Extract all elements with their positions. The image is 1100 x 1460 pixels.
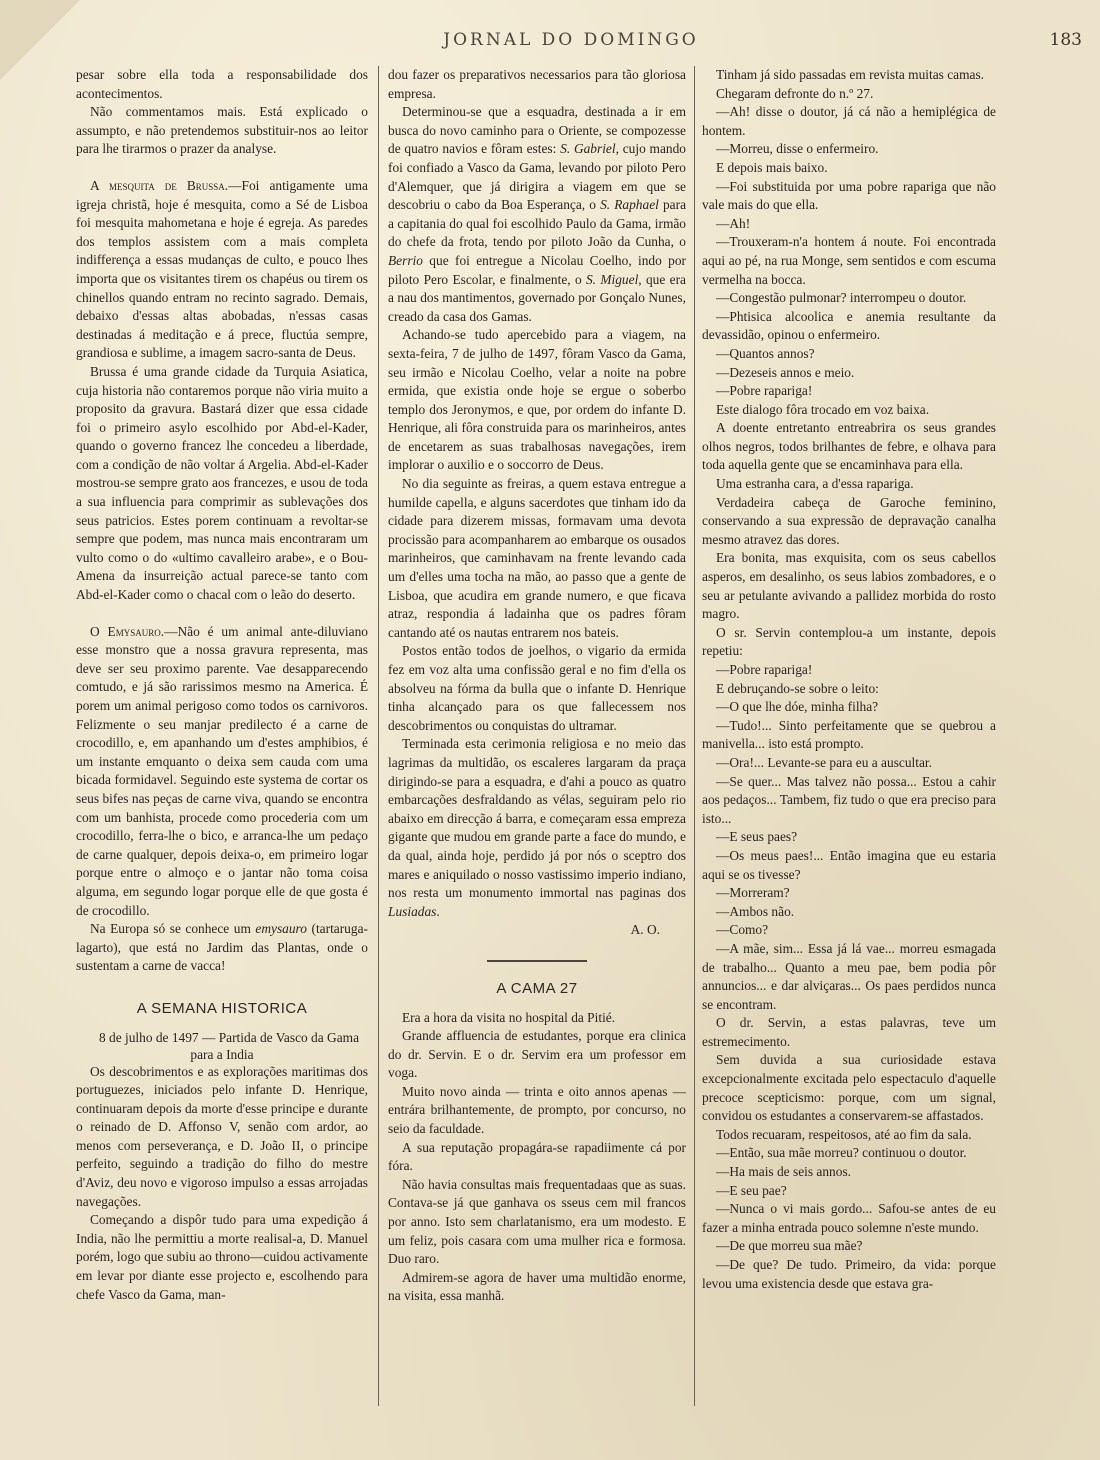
article-text: —Não é um animal ante-diluviano esse monstro que a nossa gravura representa, mas deve ser seu proximo parente. Vae desapparecendo comtudo, e já são rarissimos mesmo na America. É porem um animal perigoso como todos os carnivoros. Felizmente o seu manjar predilecto é a carne de crocodillo, e, em apanhando um d'estes amphibios, é um instante emquanto o deixa sem cauda com uma bicada formidavel. Seguindo este systema de cortar os seus bifes nas peças de carne viva, quando se encontra com um banhista, procede como procederia com um crocodillo, ferra-lhe o bico, e arranca-lhe um pedaço de carne qualquer, depois deixa-o, em primeiro logar porque entre o almoço e o jantar não toma coisa alguma, em segundo logar porque elle de que gosta é de crocodillo. [76, 623, 368, 918]
dialogue-line: —Os meus paes!... Então imagina que eu estaria aqui se os tivesse? [702, 847, 996, 882]
dialogue-line: —Tudo!... Sinto perfeitamente que se quebrou a manivella... isto está prompto. [702, 717, 996, 752]
paragraph: Grande affluencia de estudantes, porque era clinica do dr. Servin. E o dr. Servim era um professor em voga. [388, 1028, 686, 1081]
article-emysauro [76, 623, 368, 921]
page-header [60, 30, 1082, 56]
dialogue-line: —Pobre rapariga! [716, 383, 813, 399]
dialogue-line: —Nunca o vi mais gordo... Safou-se antes de eu fazer a minha entrada pouco solemne n'este mundo. [702, 1201, 996, 1235]
dialogue-line: —Ha mais de seis annos. [716, 1164, 851, 1180]
column-1 [76, 66, 368, 1304]
section-separator [487, 960, 587, 962]
paragraph: Tinham já sido passadas em revista muitas camas. [716, 67, 985, 82]
section-subtitle: 8 de julho de 1497 — Partida de Vasco da Gama para a India [98, 1029, 360, 1062]
article-heading: A mesquita de Brussa. [90, 177, 229, 193]
dialogue-line: —E seu pae? [716, 1182, 787, 1198]
paragraph: Achando-se tudo apercebido para a viagem, na sexta-feira, 7 de julho de 1497, fôram Vasco da Gama, seu irmão e Nicolau Coelho, velar a noite na pobre ermida, que existia onde hoje se ergue o soberbo templo dos Jeronymos, e que, por ordem do infante D. Henrique, ali fôra construida para os marinheiros, antes de encetarem as suas trabalhosas navegações, irem implorar o auxilio e o soccorro de Deus. [388, 327, 686, 473]
paragraph: Admirem-se agora de haver uma multidão enorme, na visita, essa manhã. [388, 1269, 686, 1304]
dialogue-line: —Ambos não. [716, 903, 795, 919]
column-3 [702, 66, 996, 1293]
paragraph: A sua reputação propagára-se rapadiimente cá por fóra. [388, 1139, 686, 1174]
paragraph: A doente entretanto entreabrira os seus grandes olhos negros, todos brilhantes de febre, e olhava para toda aquella gente que se encaminhava para ella. [702, 420, 996, 473]
paragraph: pesar sobre ella toda a responsabilidade dos acontecimentos. [76, 67, 368, 101]
dialogue-line: —Então, sua mãe morreu? continuou o doutor. [716, 1145, 967, 1161]
dialogue-line: —Ah! disse o doutor, já cá não a hemiplégica de hontem. [702, 104, 996, 138]
paragraph: Era bonita, mas exquisita, com os seus cabellos asperos, em desalinho, os seus labios zombadores, e o seu ar petulante avivando a pallidez morbida do rosto magro. [702, 550, 996, 622]
paragraph: Terminada esta cerimonia religiosa e no meio das lagrimas da multidão, os escaleres largaram da praça dirigindo-se para a esquadra, e d'ahi a pouco as quatro embarcações desfraldando as vélas, seguiram pelo rio abaixo em direcção á barra, e começaram essa empreza gigante que mudou em grande parte a face do mundo, e da qual, ainda hoje, perdido já por nós o sceptro dos mares e aniquilado o nosso vastissimo imperio indiano, nos resta um monumento immortal nas paginas dos Lusiadas. [388, 736, 686, 919]
dialogue-line: —Phtisica alcoolica e anemia resultante da devassidão, opinou o enfermeiro. [702, 308, 996, 343]
dialogue-line: —De que morreu sua mãe? [716, 1238, 863, 1254]
paragraph: Os descobrimentos e as explorações maritimas dos portuguezes, iniciados pelo infante D. Henrique, continuaram depois da morte d'esse principe e durante o reinado de D. Affonso V, senão com ardor, ao menos com perseverança, e D. João II, o principe perfeito, seguindo a tradição do filho do mestre d'Aviz, deu novo e vigoroso impulso a essas arrojadas navegações. [76, 1063, 368, 1209]
dialogue-line: —Quantos annos? [716, 345, 815, 361]
paragraph: Na Europa só se conhece um emysauro (tartaruga-lagarto), que está no Jardim das Plantas, onde o sustentam a carne de vacca! [76, 921, 368, 974]
paragraph: Brussa é uma grande cidade da Turquia Asiatica, cuja historia não contaremos porque não viria muito a proposito da gravura. Bastará dizer que essa cidade foi o primeiro asylo escolhido por Abd-el-Kader, quando o governo francez lhe concedeu a liberdade, com a condição de não voltar á Argelia. Abd-el-Kader mostrou-se sempre grato aos francezes, e usou de toda a sua influencia para comprimir as sublevações dos seus patricios. Estes porem continuam a revoltar-se sempre que podem, mas nunca mais encontraram um vulto como o do «ultimo cavalleiro arabe», e o Bou-Amena da insurreição actual parece-se tanto com Abd-el-Kader como o chacal com o leão do deserto. [76, 363, 368, 603]
paragraph: Este dialogo fôra trocado em voz baixa. [716, 401, 930, 417]
paragraph: E depois mais baixo. [716, 159, 828, 175]
dialogue-line: —A mãe, sim... Essa já lá vae... morreu esmagada de trabalho... Quanto a meu pae, bem podia pôr annuncios... e dar alviçaras... Os paes perdidos nunca se encontram. [702, 940, 996, 1012]
section-title: A CAMA 27 [496, 979, 578, 997]
paragraph: No dia seguinte as freiras, a quem estava entregue a humilde capella, e alguns sacerdotes que tinham ido da cidade para dizerem missas, formavam uma devota procissão para acompanharem ao embarque os ousados marinheiros, que caminhavam na frente levando cada um d'elles uma tocha na mão, ao passo que a gente de Lisboa, que acudira em grande numero, e que ficava atraz, respondia á ladainha que os padres fôram cantando até os nautas entrarem nos bateis. [388, 476, 686, 640]
column-divider [378, 66, 379, 1406]
paragraph: Verdadeira cabeça de Garoche feminino, conservando a sua expressão de depravação canalha mesmo atravez das dores. [702, 494, 996, 547]
paragraph: Começando a dispôr tudo para uma expedição á India, não lhe permittiu a morte realisal-a, D. Manuel porém, logo que subiu ao throno—cuidou activamente em levar por diante esse projecto e, escolhendo para chefe Vasco da Gama, man- [76, 1212, 368, 1302]
paragraph: O sr. Servin contemplou-a um instante, depois repetiu: [702, 624, 996, 659]
article-mesquita [76, 177, 368, 363]
dialogue-line: —E seus paes? [716, 829, 798, 845]
dialogue-line: —Foi substituida por uma pobre rapariga que não vale mais do que ella. [702, 178, 996, 213]
dialogue-line: —Se quer... Mas talvez não possa... Estou a cahir aos pedaços... Tambem, fiz tudo o que era preciso para isto... [702, 773, 996, 826]
article-heading: O Emysauro. [90, 623, 165, 639]
dialogue-line: —Dezeseis annos e meio. [716, 364, 855, 380]
column-divider [694, 66, 695, 1406]
dialogue-line: —De que? De tudo. Primeiro, da vida: porque levou uma existencia desde que estava gra- [702, 1257, 996, 1291]
paragraph: O dr. Servin, a estas palavras, teve um estremecimento. [702, 1015, 996, 1049]
paragraph: E debruçando-se sobre o leito: [716, 680, 879, 696]
paragraph: Todos recuaram, respeitosos, até ao fim da sala. [716, 1126, 972, 1142]
article-text: —Foi antigamente uma igreja christã, hoje é mesquita, como a Sé de Lisboa foi mesquita mahometana e hoje é egreja. As paredes dos templos assistem com a mais completa indifferença a essas mudanças de culto, e pouco lhes importa que os visitantes tirem os chapéus ou tirem os chinellos quando entram no recinto sagrado. Demais, debaixo d'essas altas abobadas, n'essas casas destinadas á meditação e á prece, fluctúa sempre, grandiosa e sublime, a imagem sacro-santa de Deus. [76, 177, 368, 361]
paragraph: Sem duvida a sua curiosidade estava excepcionalmente excitada pelo espectaculo d'aquelle precoce scepticismo: porque, com um signal, convidou os estudantes a conservarem-se affastados. [702, 1052, 996, 1124]
dialogue-line: —Ah! [716, 215, 751, 231]
paragraph: Determinou-se que a esquadra, destinada a ir em busca do novo caminho para o Oriente, se compozesse de quatro navios e fôram estes: S. Gabriel, cujo mando foi confiado a Vasco da Gama, levando por piloto Pero d'Alemquer, que já dirigira a viagem em que se descobriu o cabo da Boa Esperança, o S. Raphael para a capitania do qual foi escolhido Paulo da Gama, irmão do chefe da frota, tendo por piloto João da Cunha, o Berrio que foi entregue a Nicolau Coelho, indo por piloto Pero Escolar, e finalmente, o S. Miguel, que era a nau dos mantimentos, governado por Gonçalo Nunes, creado da casa dos Gamas. [388, 104, 687, 324]
dialogue-line: —Como? [716, 922, 769, 938]
paragraph: Não commentamos mais. Está explicado o assumpto, e não pretendemos substituir-nos ao leitor para lhe tirarmos o prazer da analyse. [76, 104, 368, 157]
dialogue-line: —Ora!... Levante-se para eu a auscultar. [716, 754, 933, 770]
dialogue-line: —Trouxeram-n'a hontem á noute. Foi encontrada aqui ao pé, na rua Monge, sem sentidos e com escuma vermelha na bocca. [702, 234, 996, 287]
masthead: JORNAL DO DOMINGO [443, 30, 699, 50]
dialogue-line: —Congestão pulmonar? interrompeu o doutor. [716, 290, 967, 306]
paragraph: Muito novo ainda — trinta e oito annos apenas — entrára brilhantemente, de prompto, por concurso, no seio da faculdade. [388, 1083, 686, 1137]
paragraph: dou fazer os preparativos necessarios para tão gloriosa empresa. [388, 67, 686, 101]
paragraph: Não havia consultas mais frequentadaas que as suas. Contava-se já que ganhava os sseus cem mil francos por anno. Isto sem charlatanismo, era um modesto. E um feliz, pois casara com uma mulher rica e formosa. Duo raro. [388, 1176, 686, 1267]
section-title: A SEMANA HISTORICA [136, 999, 308, 1017]
paragraph: Chegaram defronte do n.º 27. [716, 85, 874, 101]
author-signature: A. O. [630, 922, 660, 938]
paragraph: Era a hora da visita no hospital da Pitié. [402, 1009, 616, 1025]
dialogue-line: —O que lhe dóe, minha filha? [716, 699, 879, 715]
column-2 [388, 66, 686, 1306]
paragraph: Uma estranha cara, a d'essa rapariga. [716, 476, 914, 492]
page-number: 183 [1049, 30, 1082, 50]
dialogue-line: —Morreu, disse o enfermeiro. [716, 141, 879, 157]
paragraph: Postos então todos de joelhos, o vigario da ermida fez em voz alta uma confissão geral e no fim d'ella os absolveu na fórma da bulla que o infante D. Henrique tinha alcançado para os que fallecessem nos descobrimentos ou conquistas do ultramar. [388, 643, 686, 733]
dialogue-line: —Morreram? [716, 885, 790, 901]
dialogue-line: —Pobre rapariga! [716, 662, 813, 677]
